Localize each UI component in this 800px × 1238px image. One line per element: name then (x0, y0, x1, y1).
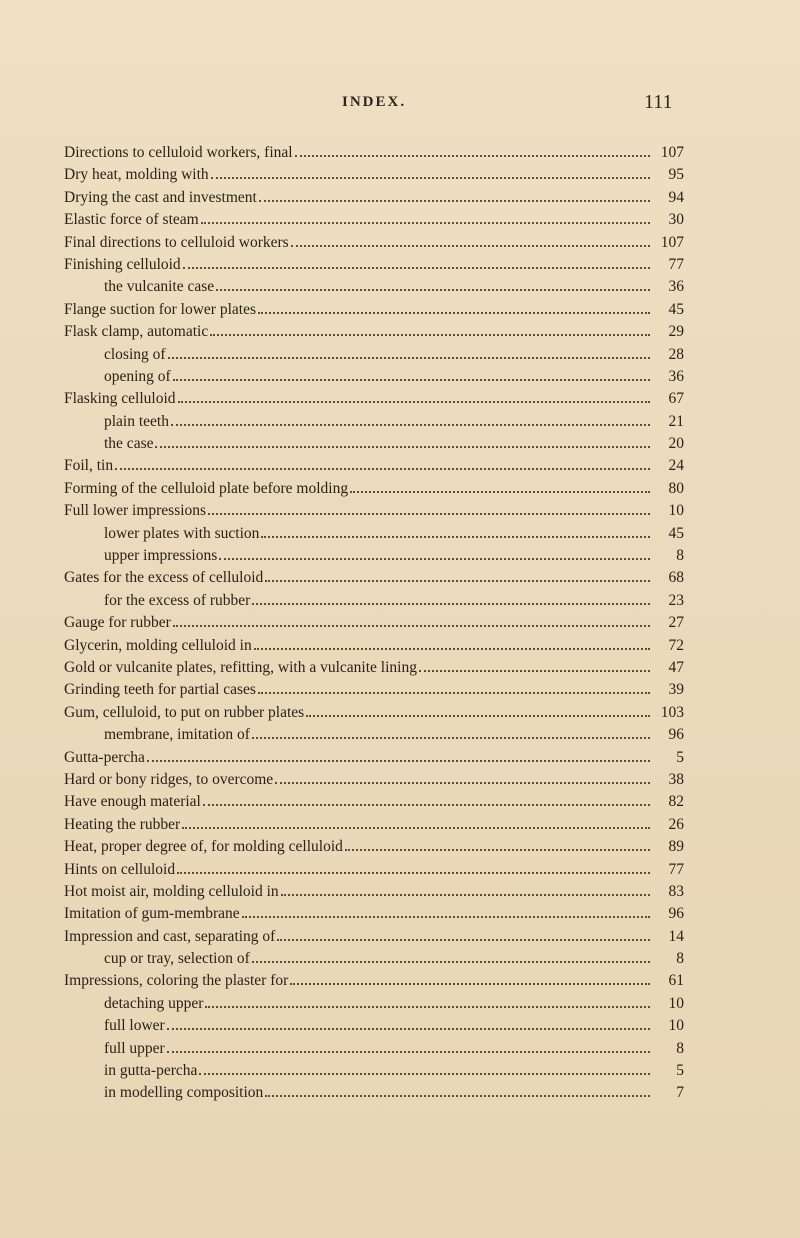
index-term: the vulcanite case (104, 278, 215, 296)
index-term: opening of (104, 367, 171, 385)
index-term: Heating the rubber (64, 815, 181, 833)
index-term: Gum, celluloid, to put on rubber plates (64, 703, 305, 721)
index-entry (64, 254, 684, 276)
dot-leader (242, 916, 650, 918)
index-entry (64, 500, 684, 522)
index-entry (64, 299, 684, 321)
running-head (0, 92, 800, 116)
index-subentry (64, 545, 684, 567)
index-subentry (64, 433, 684, 455)
index-term: Full lower impressions (64, 502, 207, 520)
index-page-ref: 5 (676, 1062, 684, 1080)
index-subentry (64, 1015, 684, 1037)
index-page-ref: 7 (676, 1084, 684, 1102)
index-entry (64, 903, 684, 925)
index-page-ref: 5 (676, 748, 684, 766)
dot-leader (265, 580, 650, 582)
dot-leader (258, 692, 650, 694)
dot-leader (277, 939, 650, 941)
index-term: Flange suction for lower plates (64, 300, 256, 318)
index-subentry (64, 523, 684, 545)
index-page-ref: 103 (660, 703, 684, 721)
dot-leader (201, 222, 650, 224)
dot-leader (219, 558, 650, 560)
index-page-ref: 77 (668, 860, 684, 878)
dot-leader (210, 334, 650, 336)
index-term: in gutta-percha (104, 1062, 198, 1080)
index-page-ref: 29 (668, 323, 684, 341)
index-page-ref: 23 (668, 591, 684, 609)
index-entry (64, 232, 684, 254)
index-term: membrane, imitation of (104, 726, 250, 744)
dot-leader (291, 245, 650, 247)
dot-leader (254, 648, 650, 650)
index-page-ref: 10 (668, 1017, 684, 1035)
index-term: Flasking celluloid (64, 390, 176, 408)
index-page-ref: 38 (668, 770, 684, 788)
dot-leader (203, 804, 650, 806)
index-subentry (64, 344, 684, 366)
index-entry (64, 455, 684, 477)
index-page-ref: 45 (668, 300, 684, 318)
dot-leader (259, 200, 650, 202)
dot-leader (261, 536, 650, 538)
index-page-ref: 20 (668, 435, 684, 453)
running-title: INDEX. (342, 94, 407, 110)
dot-leader (147, 760, 650, 762)
index-subentry (64, 1082, 684, 1104)
dot-leader (173, 379, 650, 381)
index-term: Gold or vulcanite plates, refitting, with a vulcanite lining (64, 658, 417, 676)
dot-leader (252, 603, 650, 605)
index-entry (64, 769, 684, 791)
dot-leader (208, 513, 650, 515)
index-subentry (64, 590, 684, 612)
index-entry (64, 142, 684, 164)
index-term: Foil, tin (64, 457, 114, 475)
index-term: Final directions to celluloid workers (64, 233, 289, 251)
index-page-ref: 107 (660, 233, 684, 251)
index-subentry (64, 1060, 684, 1082)
index-entry (64, 612, 684, 634)
index-entry (64, 926, 684, 948)
index-page-ref: 36 (668, 278, 684, 296)
index-page-ref: 96 (668, 726, 684, 744)
index-term: Dry heat, molding with (64, 166, 209, 184)
index-page-ref: 96 (668, 905, 684, 923)
index-page-ref: 77 (668, 255, 684, 273)
dot-leader (177, 872, 650, 874)
dot-leader (115, 468, 650, 470)
dot-leader (171, 424, 650, 426)
index-entry (64, 187, 684, 209)
index-term: Elastic force of steam (64, 211, 199, 229)
index-term: Heat, proper degree of, for molding celluloid (64, 838, 343, 856)
index-entry (64, 747, 684, 769)
index-page-ref: 89 (668, 838, 684, 856)
dot-leader (281, 894, 650, 896)
index-page-ref: 8 (676, 950, 684, 968)
index-term: full lower (104, 1017, 165, 1035)
index-page-ref: 39 (668, 681, 684, 699)
dot-leader (306, 715, 650, 717)
dot-leader (205, 1006, 650, 1008)
dot-leader (252, 961, 650, 963)
index-term: cup or tray, selection of (104, 950, 250, 968)
index-term: Flask clamp, automatic (64, 323, 209, 341)
index-page-ref: 80 (668, 479, 684, 497)
dot-leader (265, 1095, 650, 1097)
index-term: detaching upper (104, 994, 204, 1012)
index-page-ref: 68 (668, 569, 684, 587)
index-term: Grinding teeth for partial cases (64, 681, 256, 699)
dot-leader (419, 670, 650, 672)
index-subentry (64, 366, 684, 388)
index-term: Finishing celluloid (64, 255, 181, 273)
index-term: in modelling composition (104, 1084, 264, 1102)
index-entry (64, 836, 684, 858)
dot-leader (295, 155, 650, 157)
index-subentry (64, 411, 684, 433)
dot-leader (183, 267, 650, 269)
index-term: Impression and cast, separating of (64, 927, 276, 945)
index-entry (64, 209, 684, 231)
dot-leader (167, 1028, 650, 1030)
index-subentry (64, 1038, 684, 1060)
index-term: Gutta-percha (64, 748, 145, 766)
index-page-ref: 28 (668, 345, 684, 363)
dot-leader (350, 491, 650, 493)
index-term: Hints on celluloid (64, 860, 176, 878)
index-entry (64, 859, 684, 881)
index-term: full upper (104, 1039, 165, 1057)
dot-leader (258, 312, 650, 314)
index-entry (64, 679, 684, 701)
index-entry (64, 791, 684, 813)
index-term: Gates for the excess of celluloid (64, 569, 264, 587)
index-term: Drying the cast and investment (64, 188, 257, 206)
index-term: Hot moist air, molding celluloid in (64, 882, 279, 900)
index-page-ref: 94 (668, 188, 684, 206)
index-page-ref: 72 (668, 636, 684, 654)
index-page-ref: 36 (668, 367, 684, 385)
index-entry (64, 635, 684, 657)
index-term: Forming of the celluloid plate before molding (64, 479, 349, 497)
index-entry (64, 881, 684, 903)
index-entry (64, 702, 684, 724)
index-entry (64, 478, 684, 500)
index-page-ref: 14 (668, 927, 684, 945)
index-page-ref: 47 (668, 658, 684, 676)
index-entry (64, 164, 684, 186)
index-entry (64, 567, 684, 589)
index-page-ref: 21 (668, 412, 684, 430)
index-page-ref: 45 (668, 524, 684, 542)
index-page-ref: 8 (676, 547, 684, 565)
index-term: plain teeth (104, 412, 169, 430)
index-term: Impressions, coloring the plaster for (64, 972, 289, 990)
dot-leader (168, 357, 650, 359)
index-term: closing of (104, 345, 166, 363)
index-entry (64, 321, 684, 343)
index-page-ref: 95 (668, 166, 684, 184)
dot-leader (252, 737, 650, 739)
dot-leader (275, 782, 650, 784)
dot-leader (199, 1073, 650, 1075)
index-entry (64, 970, 684, 992)
index-page-ref: 67 (668, 390, 684, 408)
index-page-ref: 26 (668, 815, 684, 833)
index-page-ref: 61 (668, 972, 684, 990)
index-page-ref: 30 (668, 211, 684, 229)
index-list (64, 142, 684, 1105)
index-page-ref: 27 (668, 614, 684, 632)
index-term: Glycerin, molding celluloid in (64, 636, 252, 654)
index-entry (64, 657, 684, 679)
index-page-ref: 82 (668, 793, 684, 811)
dot-leader (211, 177, 650, 179)
dot-leader (167, 1051, 650, 1053)
dot-leader (216, 289, 650, 291)
dot-leader (178, 401, 650, 403)
dot-leader (155, 446, 650, 448)
dot-leader (182, 827, 650, 829)
index-term: upper impressions (104, 547, 218, 565)
index-subentry (64, 993, 684, 1015)
index-subentry (64, 948, 684, 970)
dot-leader (345, 849, 650, 851)
index-term: Hard or bony ridges, to overcome (64, 770, 274, 788)
index-subentry (64, 724, 684, 746)
index-term: lower plates with suction (104, 524, 260, 542)
index-page-ref: 107 (660, 144, 684, 161)
index-term: Have enough material (64, 793, 201, 811)
index-term: Imitation of gum-membrane (64, 905, 240, 923)
index-page-ref: 24 (668, 457, 684, 475)
index-term: Gauge for rubber (64, 614, 171, 632)
dot-leader (173, 625, 650, 627)
index-term: the case (104, 435, 154, 453)
index-term: Directions to celluloid workers, final (64, 144, 293, 161)
index-term: for the excess of rubber (104, 591, 251, 609)
index-page-ref: 83 (668, 882, 684, 900)
index-subentry (64, 276, 684, 298)
page-number: 111 (644, 91, 673, 113)
index-page-ref: 10 (668, 502, 684, 520)
index-entry (64, 814, 684, 836)
index-page-ref: 8 (676, 1039, 684, 1057)
index-page-ref: 10 (668, 994, 684, 1012)
index-entry (64, 388, 684, 410)
dot-leader (290, 983, 650, 985)
